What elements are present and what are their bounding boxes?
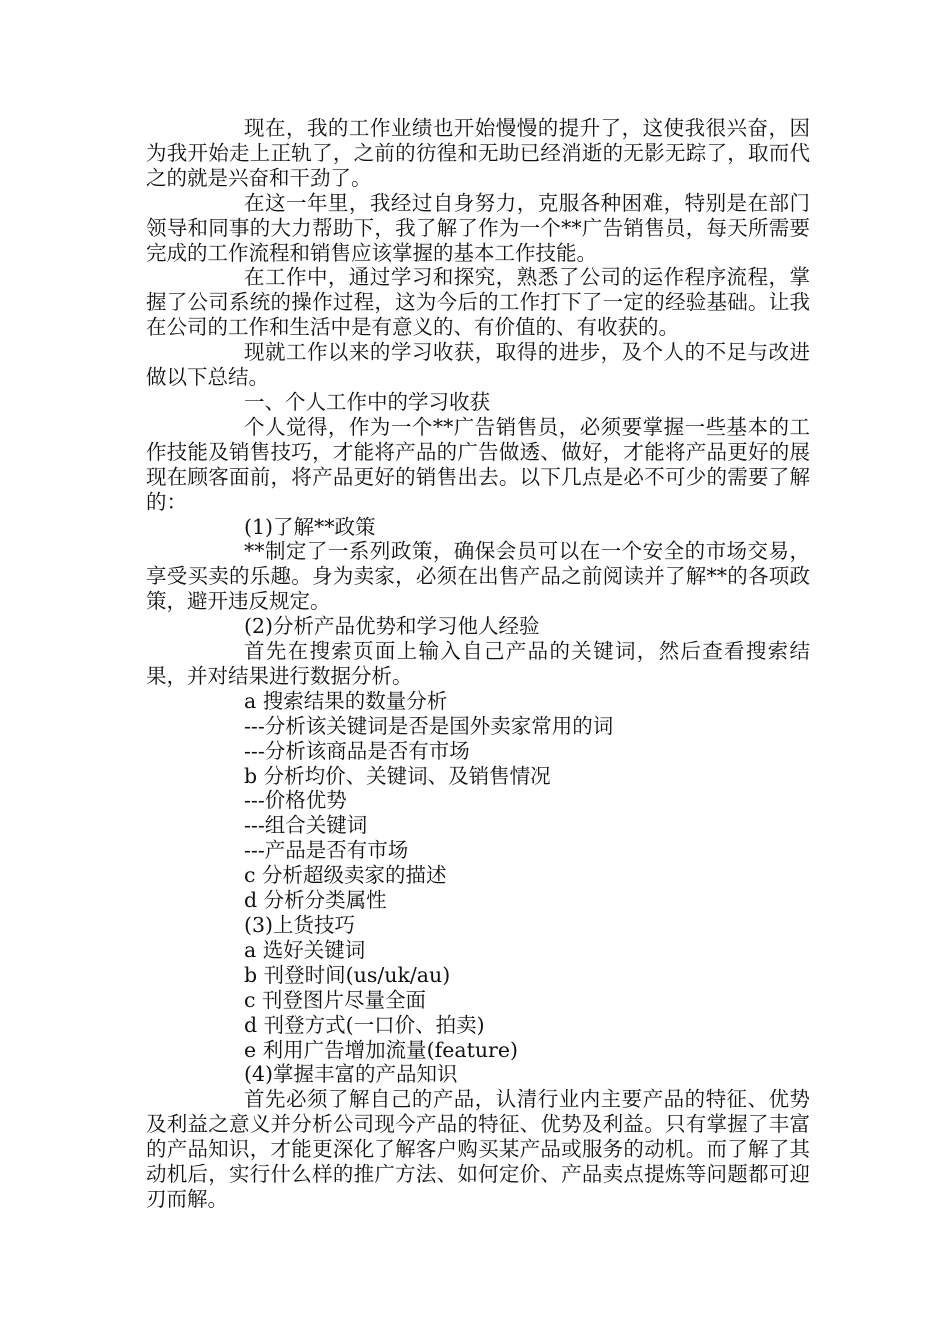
list-item: c 分析超级卖家的描述 xyxy=(244,863,447,888)
paragraph: 首先必须了解自己的产品，认清行业内主要产品的特征、优势及利益之意义并分析公司现今产品的特征、优势及利益。只有掌握了丰富的产品知识，才能更深化了解客户购买某产品或服务的动机。而了解了其动机后，实行什么样的推广方法、如何定价、产品卖点提炼等问题都可迎刃而解。 xyxy=(146,1087,810,1211)
list-item: ---分析该商品是否有市场 xyxy=(244,738,470,763)
list-item: e 利用广告增加流量(feature) xyxy=(244,1037,518,1062)
list-item: a 搜索结果的数量分析 xyxy=(244,688,448,713)
list-item: d 分析分类属性 xyxy=(244,888,387,913)
paragraph: 现在，我的工作业绩也开始慢慢的提升了，这使我很兴奋，因为我开始走上正轨了，之前的彷徨和无助已经消逝的无影无踪了，取而代之的就是兴奋和干劲了。 xyxy=(146,116,810,190)
paragraph: 在工作中，通过学习和探究，熟悉了公司的运作程序流程，掌握了公司系统的操作过程，这为今后的工作打下了一定的经验基础。让我在公司的工作和生活中是有意义的、有价值的、有收获的。 xyxy=(146,265,810,340)
list-item: ---价格优势 xyxy=(244,788,347,813)
list-item: ---组合关键词 xyxy=(244,813,368,838)
list-item: ---分析该关键词是否是国外卖家常用的词 xyxy=(244,713,614,738)
paragraph: **制定了一系列政策，确保会员可以在一个安全的市场交易，享受买卖的乐趣。身为卖家，必须在出售产品之前阅读并了解**的各项政策，避开违反规定。 xyxy=(146,539,810,614)
section-heading: 一、个人工作中的学习收获 xyxy=(244,389,490,414)
subsection-heading: (3)上货技巧 xyxy=(244,913,356,937)
paragraph: 现就工作以来的学习收获，取得的进步，及个人的不足与改进做以下总结。 xyxy=(146,340,810,390)
list-item: a 选好关键词 xyxy=(244,937,366,962)
list-item: b 分析均价、关键词、及销售情况 xyxy=(244,763,551,788)
subsection-heading: (4)掌握丰富的产品知识 xyxy=(244,1062,458,1087)
subsection-heading: (2)分析产品优势和学习他人经验 xyxy=(244,614,540,639)
paragraph: 首先在搜索页面上输入自己产品的关键词，然后查看搜索结果，并对结果进行数据分析。 xyxy=(146,639,810,688)
paragraph: 个人觉得，作为一个**广告销售员，必须要掌握一些基本的工作技能及销售技巧，才能将产品的广告做透、做好，才能将产品更好的展现在顾客面前，将产品更好的销售出去。以下几点是必不可少的需要了解的： xyxy=(146,414,810,514)
list-item: b 刊登时间(us/uk/au) xyxy=(244,962,451,987)
subsection-heading: (1)了解**政策 xyxy=(244,514,376,539)
document-body xyxy=(146,116,810,1212)
list-item: d 刊登方式(一口价、拍卖) xyxy=(244,1012,485,1037)
list-item: c 刊登图片尽量全面 xyxy=(244,987,426,1012)
list-item: ---产品是否有市场 xyxy=(244,838,409,863)
paragraph: 在这一年里，我经过自身努力，克服各种困难，特别是在部门领导和同事的大力帮助下，我了解了作为一个**广告销售员，每天所需要完成的工作流程和销售应该掌握的基本工作技能。 xyxy=(146,190,810,265)
